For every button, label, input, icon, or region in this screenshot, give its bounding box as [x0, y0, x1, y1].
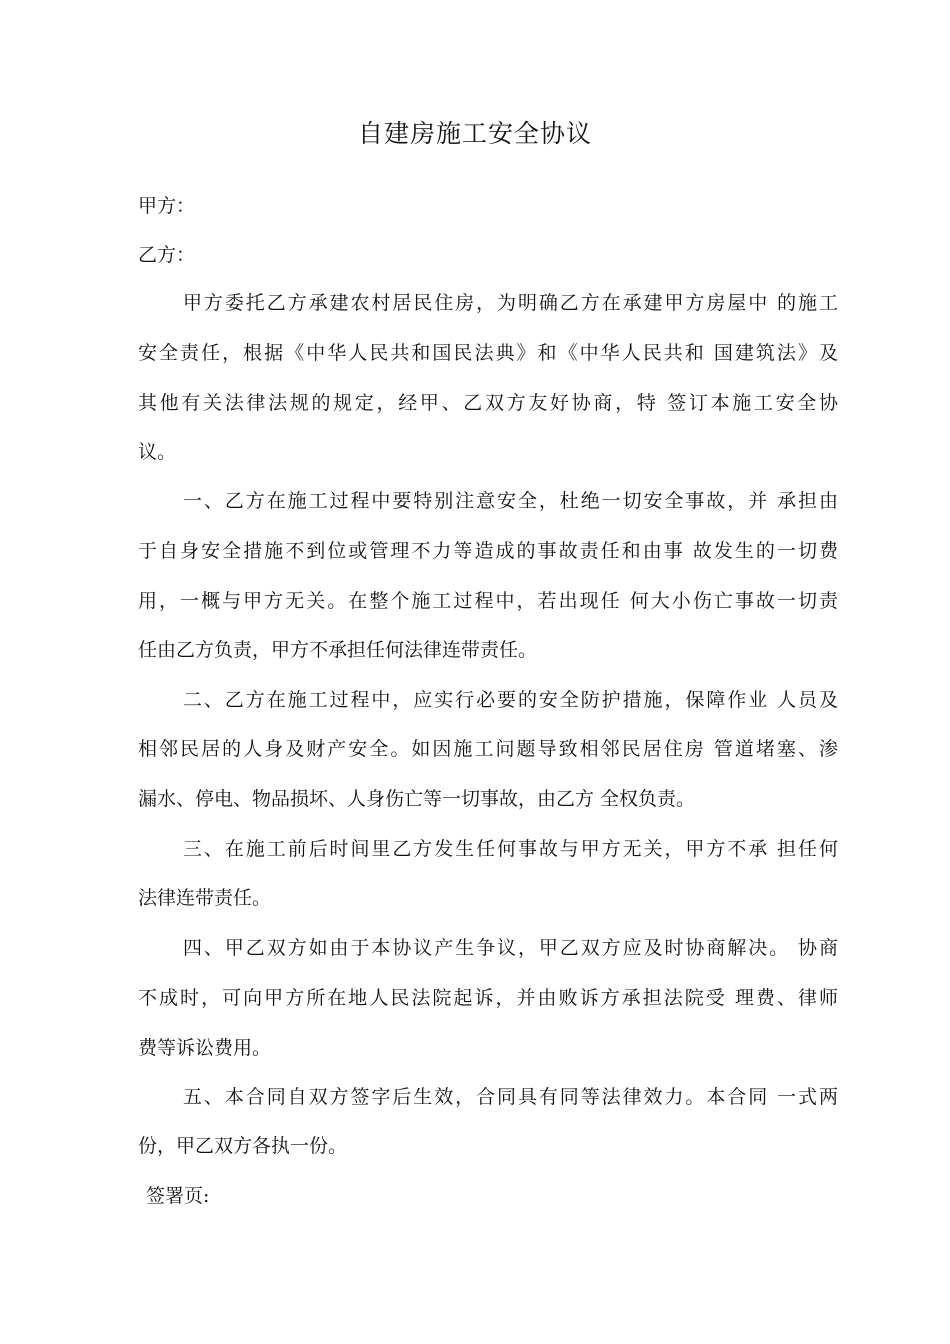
paragraph-line: 四、甲乙双方如由于本协议产生争议，甲乙双方应及时协商解决。 协商 — [183, 937, 838, 959]
paragraph-line: 不成时，可向甲方所在地人民法院起诉，并由败诉方承担法院受 理费、律师 — [138, 987, 838, 1009]
paragraph-line: 份，甲乙双方各执一份。 — [138, 1135, 348, 1157]
paragraph-line: 五、本合同自双方签字后生效，合同具有同等法律效力。本合同 一式两 — [183, 1086, 838, 1108]
paragraph-line: 议。 — [138, 441, 177, 463]
paragraph-line: 于自身安全措施不到位或管理不力等造成的事故责任和由事 故发生的一切费 — [138, 540, 838, 562]
paragraph-line: 甲方委托乙方承建农村居民住房，为明确乙方在承建甲方房屋中 的施工 — [183, 292, 838, 314]
party-a-label: 甲方： — [138, 195, 196, 217]
document-title: 自建房施工安全协议 — [357, 119, 592, 148]
paragraph-line: 其他有关法律法规的规定，经甲、乙双方友好协商，特 签订本施工安全协 — [138, 392, 838, 414]
paragraph-line: 相邻民居的人身及财产安全。如因施工问题导致相邻民居住房 管道堵塞、渗 — [138, 738, 838, 760]
paragraph-line: 任由乙方负责，甲方不承担任何法律连带责任。 — [138, 639, 538, 661]
paragraph-line: 法律连带责任。 — [138, 887, 272, 909]
paragraph-line: 费等诉讼费用。 — [138, 1037, 272, 1059]
paragraph-line: 二、乙方在施工过程中，应实行必要的安全防护措施，保障作业 人员及 — [183, 689, 838, 711]
signature-page-label: 签署页: — [146, 1185, 210, 1207]
paragraph-line: 三、在施工前后时间里乙方发生任何事故与甲方无关，甲方不承 担任何 — [183, 838, 838, 860]
paragraph-line: 安全责任，根据《中华人民共和国民法典》和《中华人民共和 国建筑法》及 — [138, 342, 838, 364]
paragraph-line: 一、乙方在施工过程中要特别注意安全，杜绝一切安全事故，并 承担由 — [183, 490, 838, 512]
paragraph-line: 用，一概与甲方无关。在整个施工过程中，若出现任 何大小伤亡事故一切责 — [138, 590, 838, 612]
party-b-label: 乙方： — [138, 244, 196, 266]
paragraph-line: 漏水、停电、物品损坏、人身伤亡等一切事故，由乙方 全权负责。 — [138, 788, 696, 810]
